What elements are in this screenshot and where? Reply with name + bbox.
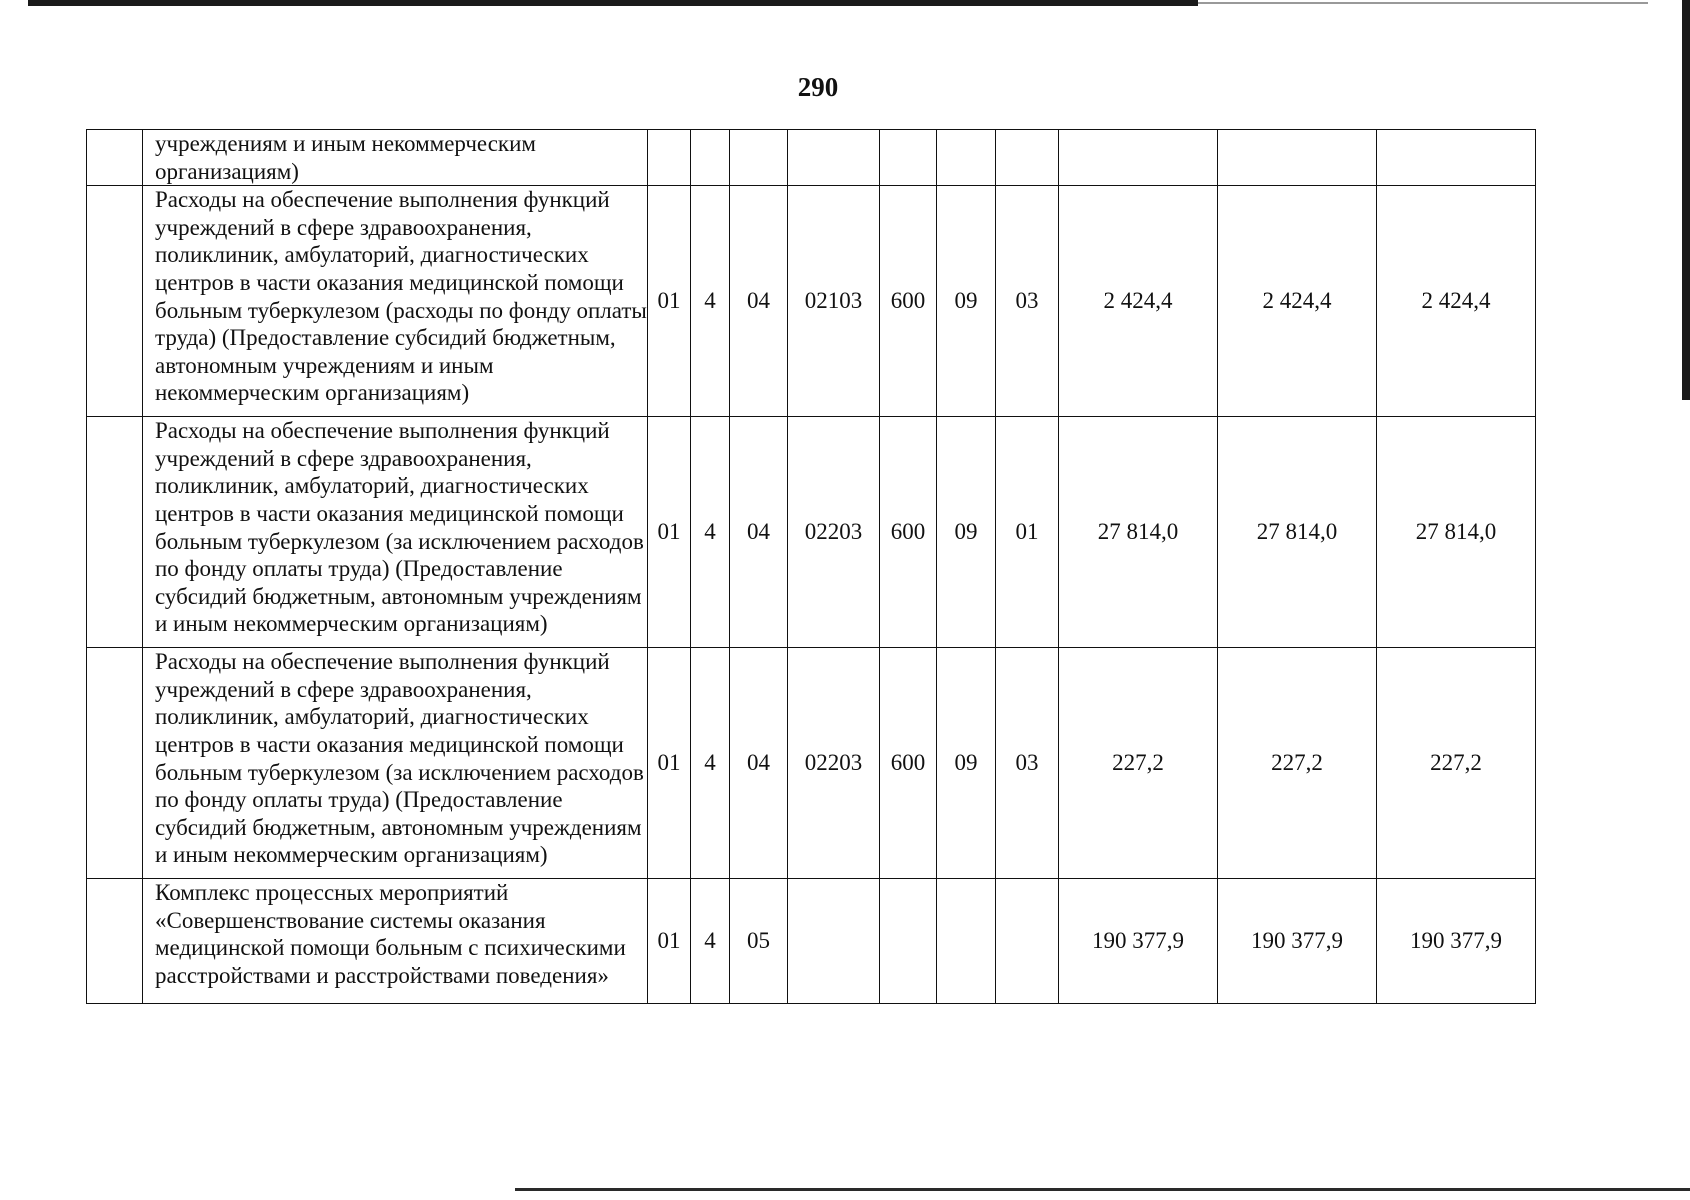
code-cell-3: 04	[730, 186, 788, 417]
scan-border-bottom	[515, 1188, 1690, 1191]
scan-border-top-faint	[1198, 2, 1648, 4]
amount-cell-2: 227,2	[1218, 648, 1377, 879]
amount-cell-1: 190 377,9	[1059, 879, 1218, 1004]
code-cell-3: 04	[730, 417, 788, 648]
description-cell: Комплекс процессных мероприятий «Совершенствование системы оказания медицинской помощи больным с психическими расстройствами и расстройствами поведения»	[143, 879, 648, 1004]
amount-cell-2: 27 814,0	[1218, 417, 1377, 648]
code-cell-6: 09	[937, 186, 996, 417]
table-row	[87, 186, 1536, 417]
amount-cell-1: 2 424,4	[1059, 186, 1218, 417]
code-cell-1: 01	[648, 186, 691, 417]
code-cell-2: 4	[691, 186, 730, 417]
code-cell-5: 600	[880, 417, 937, 648]
code-cell-1: 01	[648, 648, 691, 879]
amount-cell-1	[1059, 130, 1218, 186]
amount-cell-2: 190 377,9	[1218, 879, 1377, 1004]
amount-cell-3	[1377, 130, 1536, 186]
amount-cell-3: 27 814,0	[1377, 417, 1536, 648]
code-cell-2: 4	[691, 879, 730, 1004]
scan-border-top	[28, 0, 1198, 6]
amount-cell-3: 227,2	[1377, 648, 1536, 879]
code-cell-6	[937, 879, 996, 1004]
code-cell-1	[648, 130, 691, 186]
code-cell-5	[880, 879, 937, 1004]
code-cell-4: 02103	[788, 186, 880, 417]
amount-cell-1: 227,2	[1059, 648, 1218, 879]
code-cell-7: 03	[996, 186, 1059, 417]
code-cell-4: 02203	[788, 648, 880, 879]
code-cell-6	[937, 130, 996, 186]
code-cell-1: 01	[648, 417, 691, 648]
code-cell-7: 03	[996, 648, 1059, 879]
description-cell: учреждениям и иным некоммерческим организациям)	[143, 130, 648, 186]
code-cell-4	[788, 130, 880, 186]
table-row	[87, 417, 1536, 648]
row-index-cell	[87, 648, 143, 879]
code-cell-2: 4	[691, 648, 730, 879]
budget-table	[86, 129, 1536, 1004]
table-row	[87, 879, 1536, 1004]
table-row	[87, 648, 1536, 879]
code-cell-4: 02203	[788, 417, 880, 648]
code-cell-2	[691, 130, 730, 186]
row-index-cell	[87, 186, 143, 417]
amount-cell-3: 2 424,4	[1377, 186, 1536, 417]
code-cell-5: 600	[880, 648, 937, 879]
amount-cell-2: 2 424,4	[1218, 186, 1377, 417]
code-cell-1: 01	[648, 879, 691, 1004]
code-cell-3: 04	[730, 648, 788, 879]
code-cell-3: 05	[730, 879, 788, 1004]
code-cell-5: 600	[880, 186, 937, 417]
code-cell-7	[996, 879, 1059, 1004]
row-index-cell	[87, 417, 143, 648]
amount-cell-1: 27 814,0	[1059, 417, 1218, 648]
row-index-cell	[87, 879, 143, 1004]
code-cell-5	[880, 130, 937, 186]
code-cell-2: 4	[691, 417, 730, 648]
amount-cell-2	[1218, 130, 1377, 186]
code-cell-3	[730, 130, 788, 186]
code-cell-6: 09	[937, 417, 996, 648]
description-cell: Расходы на обеспечение выполнения функций учреждений в сфере здравоохранения, поликлиник, амбулаторий, диагностических центров в части оказания медицинской помощи больным туберкулезом (за исключением расходов по фонду оплаты труда) (Предоставление субсидий бюджетным, автономным учреждениям и иным некоммерческим организациям)	[143, 648, 648, 879]
page-number: 290	[797, 72, 839, 102]
scan-border-right	[1682, 0, 1690, 400]
table-row	[87, 130, 1536, 186]
code-cell-7: 01	[996, 417, 1059, 648]
description-cell: Расходы на обеспечение выполнения функций учреждений в сфере здравоохранения, поликлиник, амбулаторий, диагностических центров в части оказания медицинской помощи больным туберкулезом (расходы по фонду оплаты труда) (Предоставление субсидий бюджетным, автономным учреждениям и иным некоммерческим организациям)	[143, 186, 648, 417]
description-cell: Расходы на обеспечение выполнения функций учреждений в сфере здравоохранения, поликлиник, амбулаторий, диагностических центров в части оказания медицинской помощи больным туберкулезом (за исключением расходов по фонду оплаты труда) (Предоставление субсидий бюджетным, автономным учреждениям и иным некоммерческим организациям)	[143, 417, 648, 648]
row-index-cell	[87, 130, 143, 186]
amount-cell-3: 190 377,9	[1377, 879, 1536, 1004]
code-cell-6: 09	[937, 648, 996, 879]
code-cell-7	[996, 130, 1059, 186]
code-cell-4	[788, 879, 880, 1004]
